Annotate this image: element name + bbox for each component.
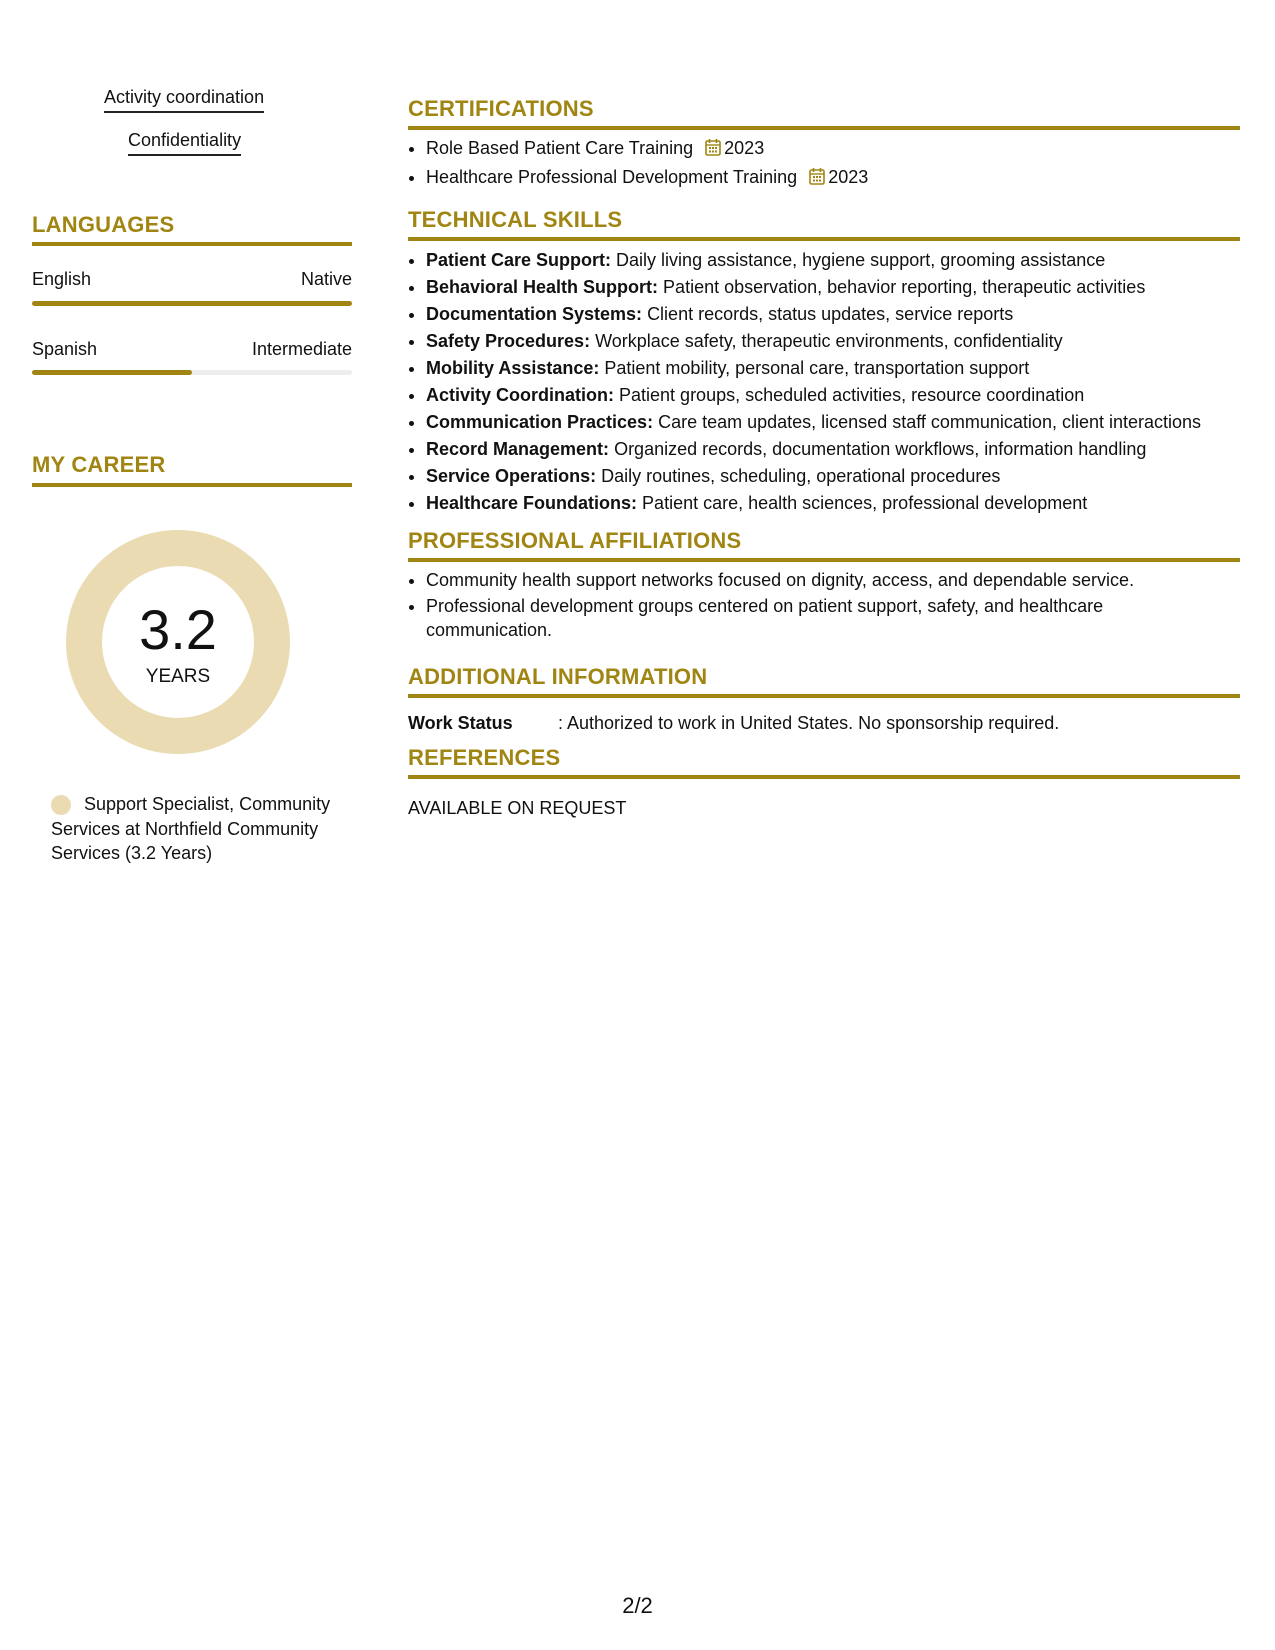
- language-level: Intermediate: [251, 339, 352, 359]
- skill-key: Activity Coordination:: [426, 385, 614, 405]
- additional-info-rule: [408, 694, 1240, 698]
- affiliations-list: [408, 566, 1166, 642]
- language-name: English: [32, 269, 92, 289]
- certifications-rule: [408, 126, 1240, 130]
- technical-skill-item: [426, 436, 1201, 463]
- certification-item: [426, 164, 868, 193]
- certifications-list: [408, 135, 868, 193]
- affiliations-rule: [408, 558, 1240, 562]
- references-heading: REFERENCES: [408, 745, 561, 770]
- languages-heading: LANGUAGES: [32, 212, 175, 237]
- skill-value: Patient mobility, personal care, transportation support: [604, 358, 1030, 378]
- technical-skills-list: [408, 247, 1201, 517]
- calendar-icon: [705, 137, 721, 164]
- page-number: 2/2: [622, 1593, 653, 1618]
- skill-key: Mobility Assistance:: [426, 358, 600, 378]
- certification-item: [426, 135, 868, 164]
- technical-skill-item: [426, 409, 1201, 436]
- technical-skills-heading: TECHNICAL SKILLS: [408, 207, 623, 232]
- skill-value: Workplace safety, therapeutic environments, confidentiality: [595, 331, 1063, 351]
- technical-skill-item: [426, 274, 1201, 301]
- technical-skill-item: [426, 463, 1201, 490]
- skill-key: Record Management:: [426, 439, 610, 459]
- career-total-unit: YEARS: [145, 666, 211, 687]
- skill-key: Healthcare Foundations:: [426, 493, 638, 513]
- technical-skills-rule: [408, 237, 1240, 241]
- skill-value: Patient groups, scheduled activities, resource coordination: [619, 385, 1085, 405]
- technical-skill-item: [426, 301, 1201, 328]
- language-bar: [32, 301, 352, 306]
- references-text: AVAILABLE ON REQUEST: [408, 798, 627, 818]
- affiliation-item: • Professional development groups centered on patient support, safety, and healthcare communication.: [426, 592, 1166, 642]
- certifications-heading: CERTIFICATIONS: [408, 96, 594, 121]
- career-legend-entry: Support Specialist, Community Services at Northfield Community Services (3.2 Years): [51, 794, 331, 863]
- affiliations-heading: PROFESSIONAL AFFILIATIONS: [408, 528, 742, 553]
- language-bar-fill: [32, 301, 352, 306]
- technical-skill-item: [426, 355, 1201, 382]
- skill-key: Patient Care Support:: [426, 250, 612, 270]
- career-rule: [32, 483, 352, 487]
- skill-value: Organized records, documentation workflows, information handling: [614, 439, 1147, 459]
- skill-key: Service Operations:: [426, 466, 597, 486]
- career-heading: MY CAREER: [32, 452, 166, 477]
- certification-year: 2023: [724, 138, 765, 158]
- technical-skill-item: [426, 490, 1201, 517]
- certification-year: 2023: [828, 167, 869, 187]
- skill-key: Behavioral Health Support:: [426, 277, 659, 297]
- work-status-value: : Authorized to work in United States. No sponsorship required.: [558, 713, 1060, 733]
- certification-name: Role Based Patient Care Training: [426, 138, 694, 158]
- skill-value: Care team updates, licensed staff communication, client interactions: [658, 412, 1202, 432]
- career-donut: [66, 530, 290, 754]
- skill-value: Daily living assistance, hygiene support, grooming assistance: [616, 250, 1106, 270]
- skill-key: Communication Practices:: [426, 412, 654, 432]
- skill-key: Safety Procedures:: [426, 331, 591, 351]
- language-level: Native: [300, 269, 352, 289]
- language-bar-fill: [32, 370, 192, 375]
- language-name: Spanish: [32, 339, 98, 359]
- technical-skill-item: [426, 328, 1201, 355]
- calendar-icon: [809, 166, 825, 193]
- work-status-label: Work Status: [408, 713, 513, 733]
- skill-value: Client records, status updates, service reports: [647, 304, 1014, 324]
- skill-tag-confidentiality: Confidentiality: [128, 129, 241, 156]
- certification-name: Healthcare Professional Development Training: [426, 167, 798, 187]
- additional-info-heading: ADDITIONAL INFORMATION: [408, 664, 708, 689]
- technical-skill-item: [426, 382, 1201, 409]
- skill-value: Patient observation, behavior reporting, therapeutic activities: [663, 277, 1146, 297]
- skill-value: Daily routines, scheduling, operational procedures: [601, 466, 1001, 486]
- languages-rule: [32, 242, 352, 246]
- affiliation-item: • Community health support networks focused on dignity, access, and dependable service.: [426, 566, 1166, 592]
- references-rule: [408, 775, 1240, 779]
- skill-value: Patient care, health sciences, professional development: [642, 493, 1088, 513]
- career-total-value: 3.2: [139, 598, 217, 661]
- language-bar: [32, 370, 352, 375]
- technical-skill-item: [426, 247, 1201, 274]
- skill-tag-activity-coordination: Activity coordination: [104, 86, 264, 113]
- skill-key: Documentation Systems:: [426, 304, 643, 324]
